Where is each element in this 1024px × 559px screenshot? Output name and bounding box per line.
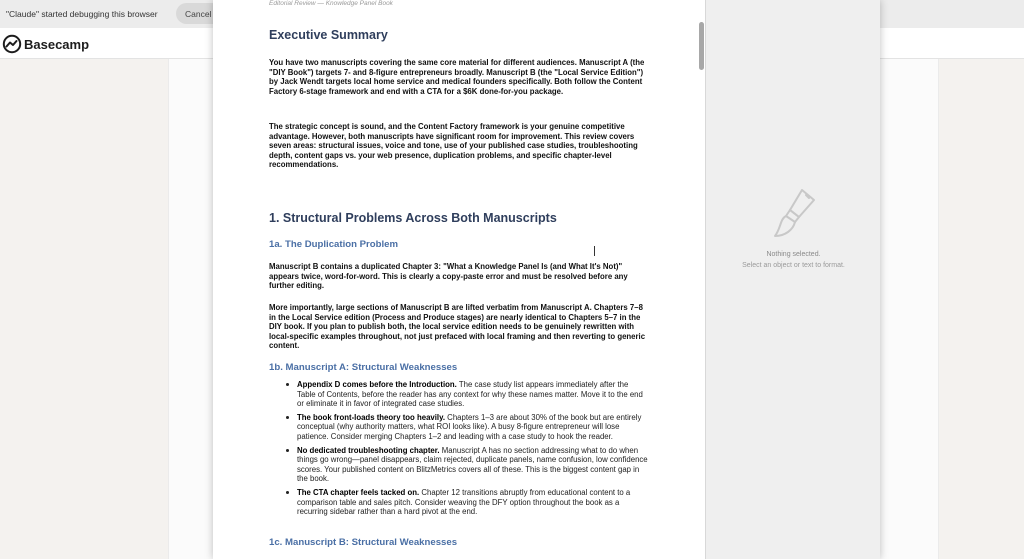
section-1b-bullet-list [286, 380, 648, 521]
inspector-empty-title: Nothing selected. [766, 251, 821, 258]
list-item [286, 488, 648, 517]
section-1b-heading: 1b. Manuscript A: Structural Weaknesses [269, 362, 458, 373]
bullet-text: Chapters 1–3 are about 30% of the book but are entirely conceptual (why authority matters, what ROI looks like). A busy 8-figure entrepreneur will lose patience. Consider merging Chapters 1–2 and leading with a case study to hook the reader. [297, 412, 642, 441]
basecamp-logo-icon [2, 34, 22, 54]
running-head: Editorial Review — Knowledge Panel Book [269, 0, 393, 7]
cancel-debug-button[interactable]: Cancel [176, 3, 226, 24]
document-scrollbar-thumb[interactable] [699, 22, 704, 70]
app-name: Basecamp [24, 36, 90, 52]
section-1a-paragraph-2: More importantly, large sections of Manuscript B are lifted verbatim from Manuscript A. Chapters 7–8 in the Local Service edition (Process and Produce stages) are nearly identical to Chapters 5–7 in the DIY book. If you plan to publish both, the local service edition needs to be genuinely rewritten with local-specific examples throughout, not just prefaced with local framing and then reverting to generic content. [269, 303, 646, 351]
section-1a-paragraph-1: Manuscript B contains a duplicated Chapter 3: "What a Knowledge Panel Is (and What It's Not)" appears twice, word-for-word. This is clearly a copy-paste error and must be resolved before any further editing. [269, 262, 628, 291]
bullet-text: Chapter 12 transitions abruptly from educational content to a comparison table and sales pitch. Consider weaving the DFY option throughout the book as a recurring sidebar rather than a hard pivot at the end. [297, 487, 631, 517]
bullet-text: The case study list appears immediately after the Table of Contents, before the reader has any context for why these names matter. Move it to the end or eliminate it in favor of integrated case studies. [297, 380, 643, 409]
bullet-lead: The book front-loads theory too heavily. [297, 412, 446, 422]
bullet-lead: No dedicated troubleshooting chapter. [297, 445, 440, 455]
bullet-text: Manuscript A has no section addressing what to do when things go wrong—panel disappears, claim rejected, duplicate panels, name confusion, low confidence scores. Your published content on BlitzMetrics covers all of these. This is the biggest content gap in the book. [297, 445, 648, 484]
app-logo[interactable] [2, 34, 89, 54]
format-inspector-panel [705, 0, 880, 559]
document-canvas[interactable] [213, 0, 705, 559]
document-scroll-track[interactable] [697, 0, 705, 559]
bullet-lead: Appendix D comes before the Introduction. [297, 380, 457, 389]
inspector-empty-subtitle: Select an object or text to format. [742, 262, 845, 269]
text-cursor-icon [594, 246, 595, 256]
background-page-left [168, 59, 217, 559]
background-page-right [880, 59, 939, 559]
section-1-heading: 1. Structural Problems Across Both Manuscripts [269, 211, 557, 225]
bullet-lead: The CTA chapter feels tacked on. [297, 487, 420, 497]
list-item [286, 413, 648, 442]
exec-summary-heading: Executive Summary [269, 28, 388, 42]
exec-summary-paragraph-1: You have two manuscripts covering the same core material for different audiences. Manuscript A (the "DIY Book") targets 7- and 8-figure entrepreneurs broadly. Manuscript B (the "Local Service Edition") by Jack Wendt targets local home service and medical founders specifically. Both follow the Content Factory 6-stage framework and end with a CTA for a $6K done-for-you package. [269, 58, 645, 96]
list-item [286, 446, 648, 484]
paintbrush-icon [772, 186, 818, 242]
list-item [286, 380, 648, 409]
document-window [213, 0, 880, 559]
section-1a-heading: 1a. The Duplication Problem [269, 239, 399, 250]
section-1c-heading: 1c. Manuscript B: Structural Weaknesses [269, 537, 458, 548]
exec-summary-paragraph-2: The strategic concept is sound, and the Content Factory framework is your genuine competitive advantage. However, both manuscripts have significant room for improvement. This review covers seven areas: structural issues, voice and tone, use of your published case studies, troubleshooting depth, content gaps vs. your web presence, duplication problems, and specific chapter-level recommendations. [269, 122, 638, 170]
debug-banner-text: "Claude" started debugging this browser [6, 9, 158, 19]
